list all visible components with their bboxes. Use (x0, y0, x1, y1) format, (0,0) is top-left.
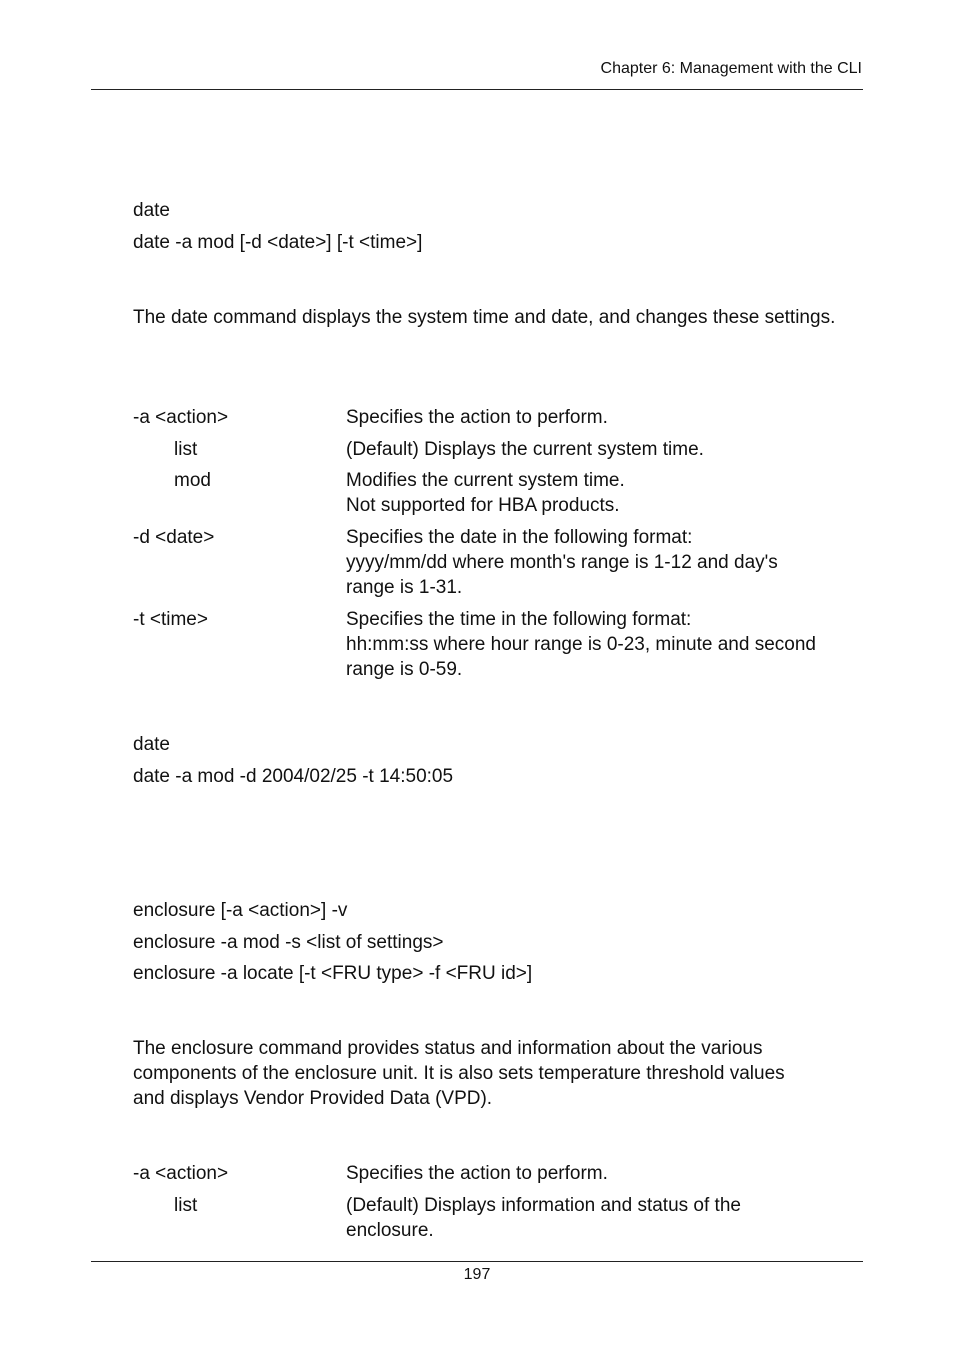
footer-rule (91, 1261, 863, 1262)
running-header: Chapter 6: Management with the CLI (600, 60, 862, 77)
option-description: Specifies the action to perform. (346, 1163, 608, 1184)
date-usage-line: date -a mod [-d <date>] [-t <time>] (133, 232, 423, 253)
option-label: -d <date> (133, 527, 215, 548)
option-description: Specifies the date in the following format: yyyy/mm/dd where month's range is 1-12 and day's range is 1-31. (346, 527, 778, 598)
date-example-line: date -a mod -d 2004/02/25 -t 14:50:05 (133, 766, 454, 787)
option-description: Modifies the current system time. Not supported for HBA products. (346, 470, 625, 516)
date-usage-line: date (133, 200, 170, 221)
enclosure-summary: The enclosure command provides status and information about the various components of the enclosure unit. It is also sets temperature threshold values and displays Vendor Provided Data (VPD). (133, 1038, 785, 1109)
option-label: mod (174, 470, 211, 491)
option-description: (Default) Displays information and status of the enclosure. (346, 1195, 741, 1241)
enclosure-usage-line: enclosure [-a <action>] -v (133, 900, 348, 921)
enclosure-usage-line: enclosure -a mod -s <list of settings> (133, 932, 444, 953)
option-label: -a <action> (133, 1163, 229, 1184)
option-label: -a <action> (133, 407, 229, 428)
header-rule (91, 89, 863, 90)
option-label: list (174, 1195, 198, 1216)
option-label: list (174, 439, 198, 460)
option-description: Specifies the time in the following format: hh:mm:ss where hour range is 0-23, minute and second range is 0-59. (346, 609, 816, 680)
option-label: -t <time> (133, 609, 208, 630)
date-summary: The date command displays the system time and date, and changes these settings. (133, 307, 836, 328)
date-example-line: date (133, 734, 170, 755)
option-description: Specifies the action to perform. (346, 407, 608, 428)
enclosure-usage-line: enclosure -a locate [-t <FRU type> -f <FRU id>] (133, 963, 533, 984)
option-description: (Default) Displays the current system time. (346, 439, 704, 460)
page-number: 197 (463, 1266, 491, 1283)
